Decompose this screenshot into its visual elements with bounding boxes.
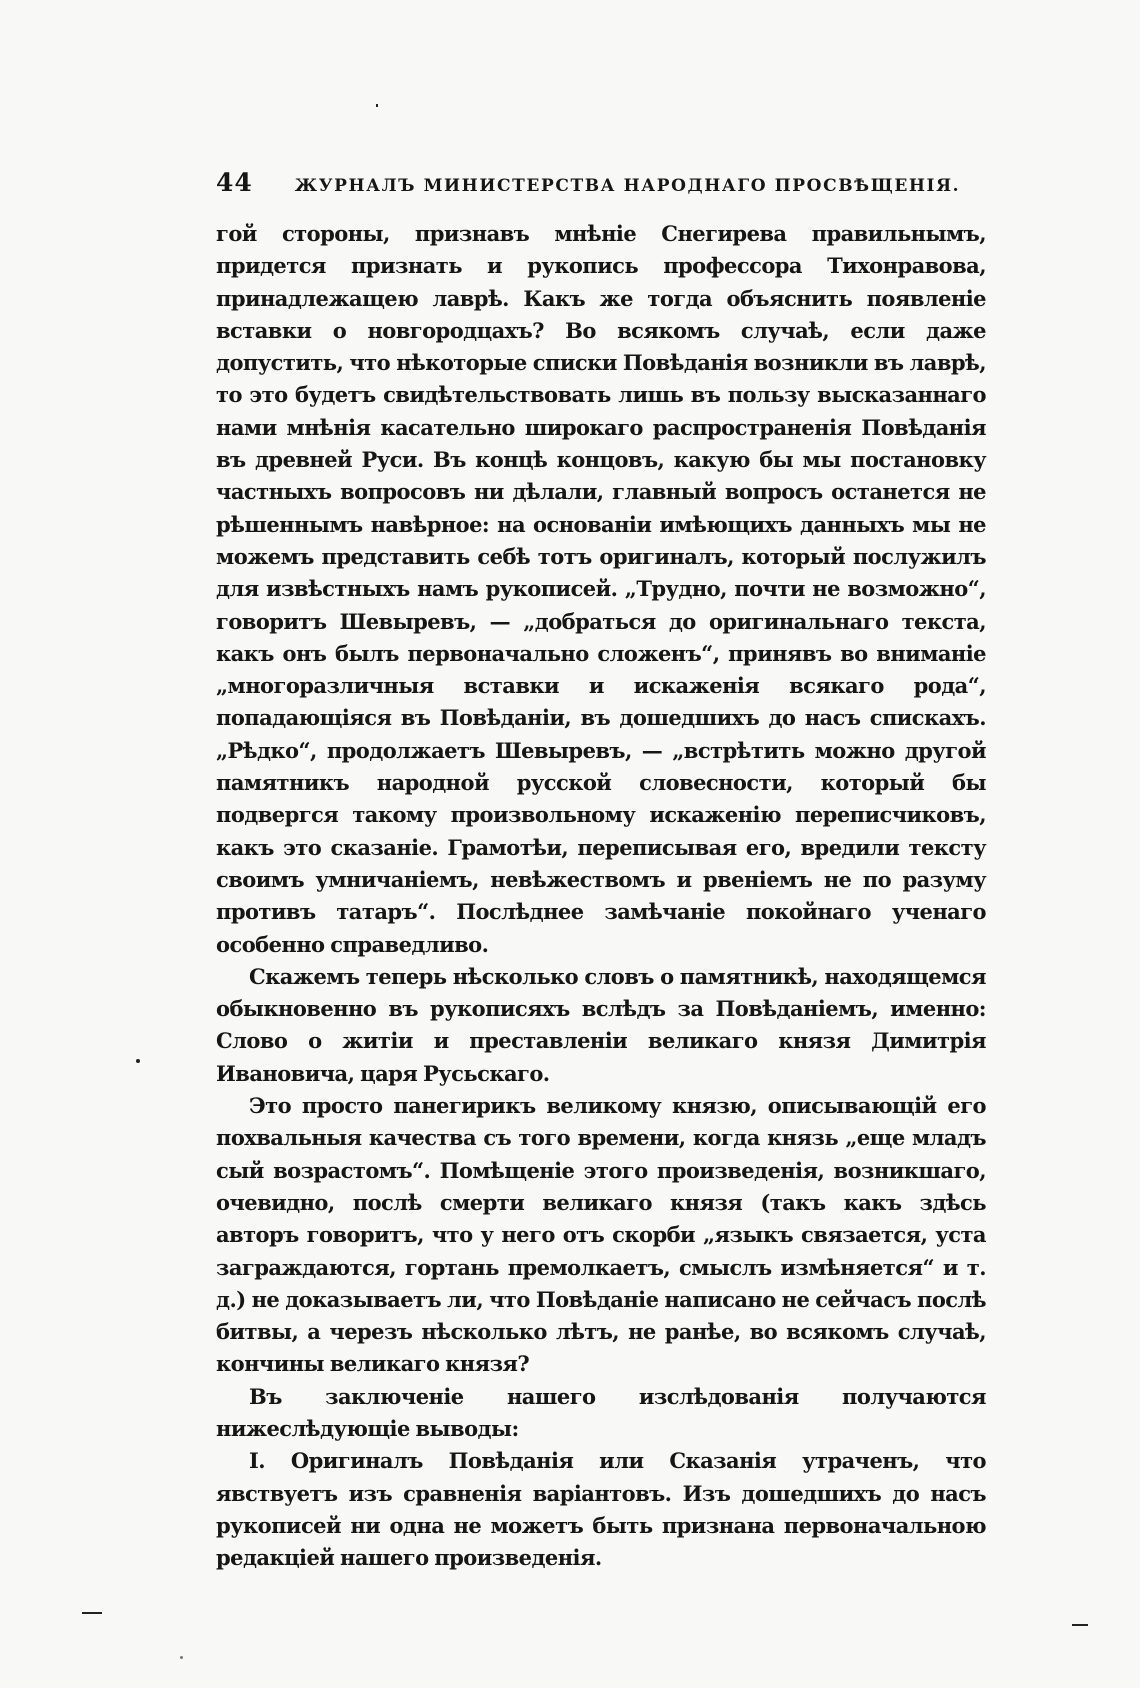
paragraph-2: Скажемъ теперь нѣсколько словъ о памятникѣ, находящемся обыкновенно въ рукописяхъ вслѣдъ за Повѣданіемъ, именно: Слово о житіи и преставленіи великаго князя Димитрія Ивановича, царя Русьскаго. (216, 963, 986, 1086)
paragraph-3: Это просто панегирикъ великому князю, описывающій его похвальныя качества съ того времени, когда князь „еще младъ сый возрастомъ“. Помѣщеніе этого произведенія, возникшаго, очевидно, послѣ смерти великаго князя (такъ какъ здѣсь авторъ говоритъ, что у него отъ скорби „языкъ связается, уста заграждаются, гортань премолкаетъ, смыслъ измѣняется“ и т. д.) не доказываетъ ли, что Повѣданіе написано не сейчасъ послѣ битвы, а черезъ нѣсколько лѣтъ, не ранѣе, во всякомъ случаѣ, кончины великаго князя? (216, 1093, 986, 1377)
page-number: 44 (216, 168, 253, 197)
scan-dash-bottom-left (82, 1612, 102, 1614)
scan-speck-top (376, 104, 378, 107)
paragraph-4: Въ заключеніе нашего изслѣдованія получаются нижеслѣдующіе выводы: (216, 1383, 986, 1441)
running-title: ЖУРНАЛЪ МИНИСТЕРСТВА НАРОДНАГО ПРОСВѢЩЕНІЯ. (294, 176, 961, 196)
page-header (216, 168, 986, 200)
body-text (216, 218, 986, 1574)
paragraph-5: I. Оригиналъ Повѣданія или Сказанія утраченъ, что явствуетъ изъ сравненія варіантовъ. Изъ дошедшихъ до насъ рукописей ни одна не можетъ быть признана первоначальною редакціей нашего произведенія. (216, 1448, 986, 1571)
paragraph-1: гой стороны, признавъ мнѣніе Снегирева правильнымъ, придется признать и рукопись профессора Тихонравова, принадлежащею лаврѣ. Какъ же тогда объяснить появленіе вставки о новгородцахъ? Во всякомъ случаѣ, если даже допустить, что нѣкоторые списки Повѣданія возникли въ лаврѣ, то это будетъ свидѣтельствовать лишь въ пользу высказаннаго нами мнѣнія касательно широкаго распространенія Повѣданія въ древней Руси. Въ концѣ концовъ, какую бы мы постановку частныхъ вопросовъ ни дѣлали, главный вопросъ останется не рѣшеннымъ навѣрное: на основаніи имѣющихъ данныхъ мы не можемъ представить себѣ тотъ оригиналъ, который послужилъ для извѣстныхъ намъ рукописей. „Трудно, почти не возможно“, говоритъ Шевыревъ, — „добраться до оригинальнаго текста, какъ онъ былъ первоначально сложенъ“, принявъ во вниманіе „многоразличныя вставки и искаженія всякаго рода“, попадающіяся въ Повѣданіи, въ дошедшихъ до насъ спискахъ. „Рѣдко“, продолжаетъ Шевыревъ, — „встрѣтить можно другой памятникъ народной русской словесности, который бы подвергся такому произвольному искаженію переписчиковъ, какъ это сказаніе. Грамотѣи, переписывая его, вредили тексту своимъ умничаніемъ, невѣжествомъ и рвеніемъ не по разуму противъ татаръ“. Послѣднее замѣчаніе покойнаго ученаго особенно справедливо. (216, 221, 986, 957)
scan-speck-left-low (180, 1656, 183, 1659)
scan-speck-left (136, 1059, 140, 1063)
scan-dash-bottom-right (1072, 1624, 1088, 1626)
